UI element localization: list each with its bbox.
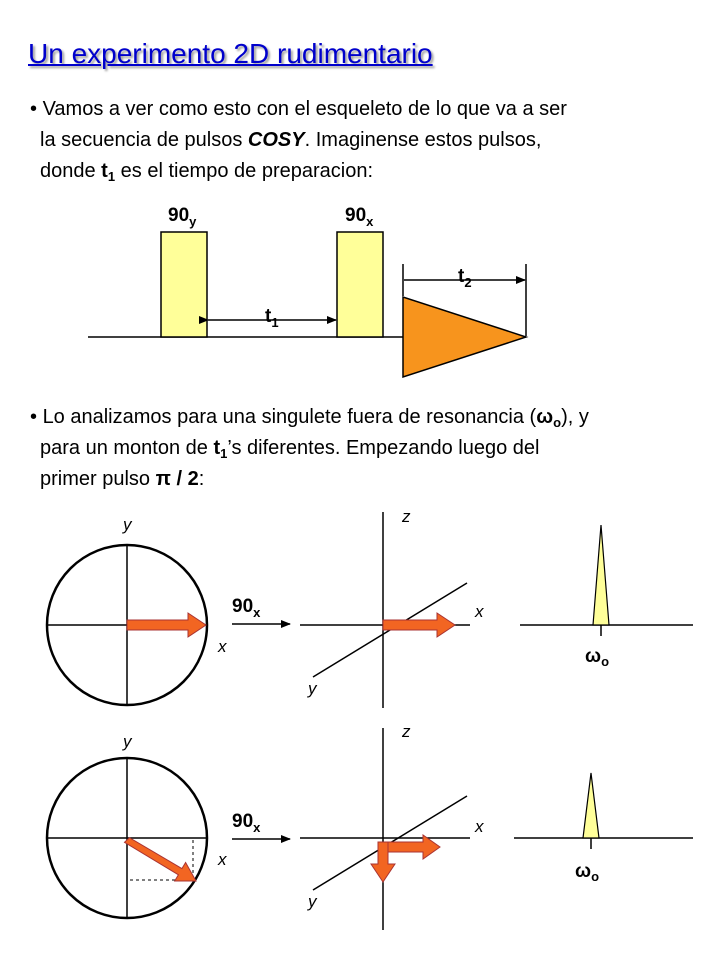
spectrum-peak bbox=[583, 773, 599, 838]
cosy-term: COSY bbox=[247, 129, 305, 151]
bullet-line: la secuencia de pulsos COSY. Imaginense estos pulsos, bbox=[40, 129, 542, 151]
t1-symbol: t bbox=[101, 160, 108, 182]
t1-label: $t_1$ bbox=[265, 306, 279, 330]
frame-y-label: y bbox=[308, 679, 317, 698]
frame-x-label: x bbox=[475, 602, 484, 621]
row-1 bbox=[47, 507, 693, 708]
omega-symbol: ω bbox=[536, 406, 554, 428]
pulse-2-label: $90_x$ bbox=[345, 205, 374, 229]
t2-label: $t_2$ bbox=[458, 266, 472, 290]
pulse-90y bbox=[161, 232, 207, 337]
circle-y-label: y bbox=[123, 515, 132, 534]
frame-x-label: x bbox=[475, 817, 484, 836]
frame-z-label: z bbox=[402, 507, 411, 526]
pi-over-2: π / 2 bbox=[155, 468, 199, 490]
magnetization-vector bbox=[127, 613, 206, 637]
bullet-line: primer pulso π / 2: bbox=[40, 468, 205, 490]
pulse-label: $90_x$ bbox=[232, 596, 261, 620]
spectrum-peak bbox=[593, 525, 609, 625]
bullet-line: • Vamos a ver como esto con el esqueleto de lo que va a ser bbox=[30, 98, 567, 120]
pulse-label: $90_x$ bbox=[232, 811, 261, 835]
frame-y-label: y bbox=[308, 892, 317, 911]
circle-x-label: x bbox=[218, 850, 227, 869]
magnetization-vector bbox=[125, 838, 197, 881]
pulse-1-label: $90_y$ bbox=[168, 205, 197, 229]
t1-symbol: t bbox=[213, 437, 221, 459]
bullet-line: • Lo analizamos para una singulete fuera de resonancia $(\omega_o)$, y bbox=[30, 406, 589, 430]
pulse-90x bbox=[337, 232, 383, 337]
circle-y-label: y bbox=[123, 732, 132, 751]
peak-label: $\omega_o$ bbox=[575, 861, 600, 884]
frame-z-label: z bbox=[402, 722, 411, 741]
peak-label: $\omega_o$ bbox=[585, 646, 610, 669]
bullet-line: para un monton de $t_1’s$ diferentes. Empezando luego del bbox=[40, 437, 540, 461]
magnetization-vector-3d bbox=[383, 613, 455, 637]
circle-x-label: x bbox=[218, 637, 227, 656]
fid-signal bbox=[403, 297, 526, 377]
page-title: Un experimento 2D rudimentario bbox=[28, 38, 433, 69]
row-2 bbox=[47, 722, 693, 930]
pulse-sequence bbox=[88, 205, 526, 377]
bullet-line: donde $t_1$ es el tiempo de preparacion: bbox=[40, 160, 374, 184]
